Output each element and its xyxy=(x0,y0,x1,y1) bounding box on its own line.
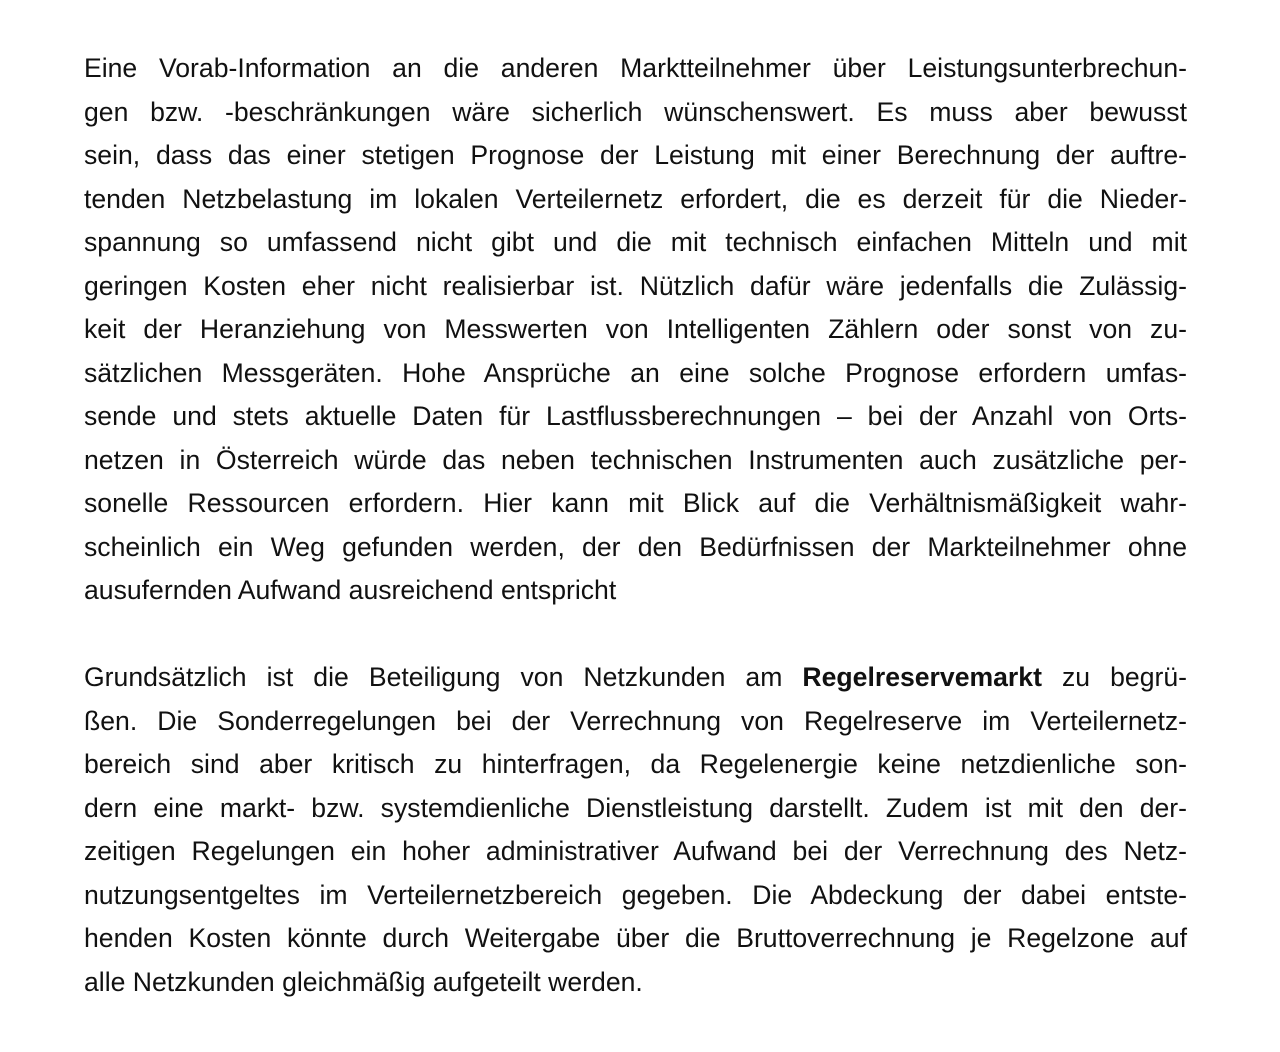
paragraph-1-line: gen bzw. -beschränkungen wäre sicherlich wünschenswert. Es muss aber bewusst xyxy=(84,96,1187,127)
document-page xyxy=(84,47,1187,1004)
paragraph-1-line: sätzlichen Messgeräten. Hohe Ansprüche an eine solche Prognose erfordern umfas- xyxy=(84,357,1187,388)
emphasis-regelreservemarkt: Regelreservemarkt xyxy=(802,662,1042,692)
paragraph-1-line: geringen Kosten eher nicht realisierbar ist. Nützlich dafür wäre jedenfalls die Zulässig- xyxy=(84,270,1187,301)
paragraph-1-line: netzen in Österreich würde das neben technischen Instrumenten auch zusätzliche per- xyxy=(84,444,1187,475)
paragraph-2-line: nutzungsentgeltes im Verteilernetzbereich gegeben. Die Abdeckung der dabei entste- xyxy=(84,879,1187,910)
paragraph-2-text: zu begrü- xyxy=(1041,662,1187,692)
paragraph-2-line: dern eine markt- bzw. systemdienliche Dienstleistung darstellt. Zudem ist mit den der- xyxy=(84,792,1187,823)
paragraph-1-line: sende und stets aktuelle Daten für Lastflussberechnungen – bei der Anzahl von Orts- xyxy=(84,401,1187,431)
paragraph-1-line: keit der Heranziehung von Messwerten von Intelligenten Zählern oder sonst von zu- xyxy=(84,314,1187,344)
paragraph-2-text: Grundsätzlich ist die Beteiligung von Netzkunden am xyxy=(84,662,803,692)
paragraph-1-line: ausufernden Aufwand ausreichend entspricht xyxy=(84,575,617,605)
paragraph-1-line: sonelle Ressourcen erfordern. Hier kann mit Blick auf die Verhältnismäßigkeit wahr- xyxy=(84,488,1187,518)
paragraph-2-line: alle Netzkunden gleichmäßig aufgeteilt werden. xyxy=(84,966,643,997)
paragraph-2-line: zeitigen Regelungen ein hoher administrativer Aufwand bei der Verrechnung des Netz- xyxy=(84,836,1187,866)
paragraph-1-line: sein, dass das einer stetigen Prognose der Leistung mit einer Berechnung der auftre- xyxy=(84,140,1187,170)
paragraph-2-line: henden Kosten könnte durch Weitergabe über die Bruttoverrechnung je Regelzone auf xyxy=(84,923,1187,953)
paragraph-1 xyxy=(84,47,1187,613)
paragraph-1-line: scheinlich ein Weg gefunden werden, der den Bedürfnissen der Markteilnehmer ohne xyxy=(84,531,1187,562)
paragraph-1-line: tenden Netzbelastung im lokalen Verteilernetz erfordert, die es derzeit für die Nieder- xyxy=(84,183,1187,214)
paragraph-1-line: spannung so umfassend nicht gibt und die mit technisch einfachen Mitteln und mit xyxy=(84,227,1187,257)
paragraph-2-line: ßen. Die Sonderregelungen bei der Verrechnung von Regelreserve im Verteilernetz- xyxy=(84,705,1187,736)
paragraph-2-first-line xyxy=(84,656,1187,700)
paragraph-1-line: Eine Vorab-Information an die anderen Marktteilnehmer über Leistungsunterbrechun- xyxy=(84,53,1187,83)
paragraph-2-line: bereich sind aber kritisch zu hinterfragen, da Regelenergie keine netzdienliche son- xyxy=(84,749,1187,779)
paragraph-2 xyxy=(84,656,1187,1004)
